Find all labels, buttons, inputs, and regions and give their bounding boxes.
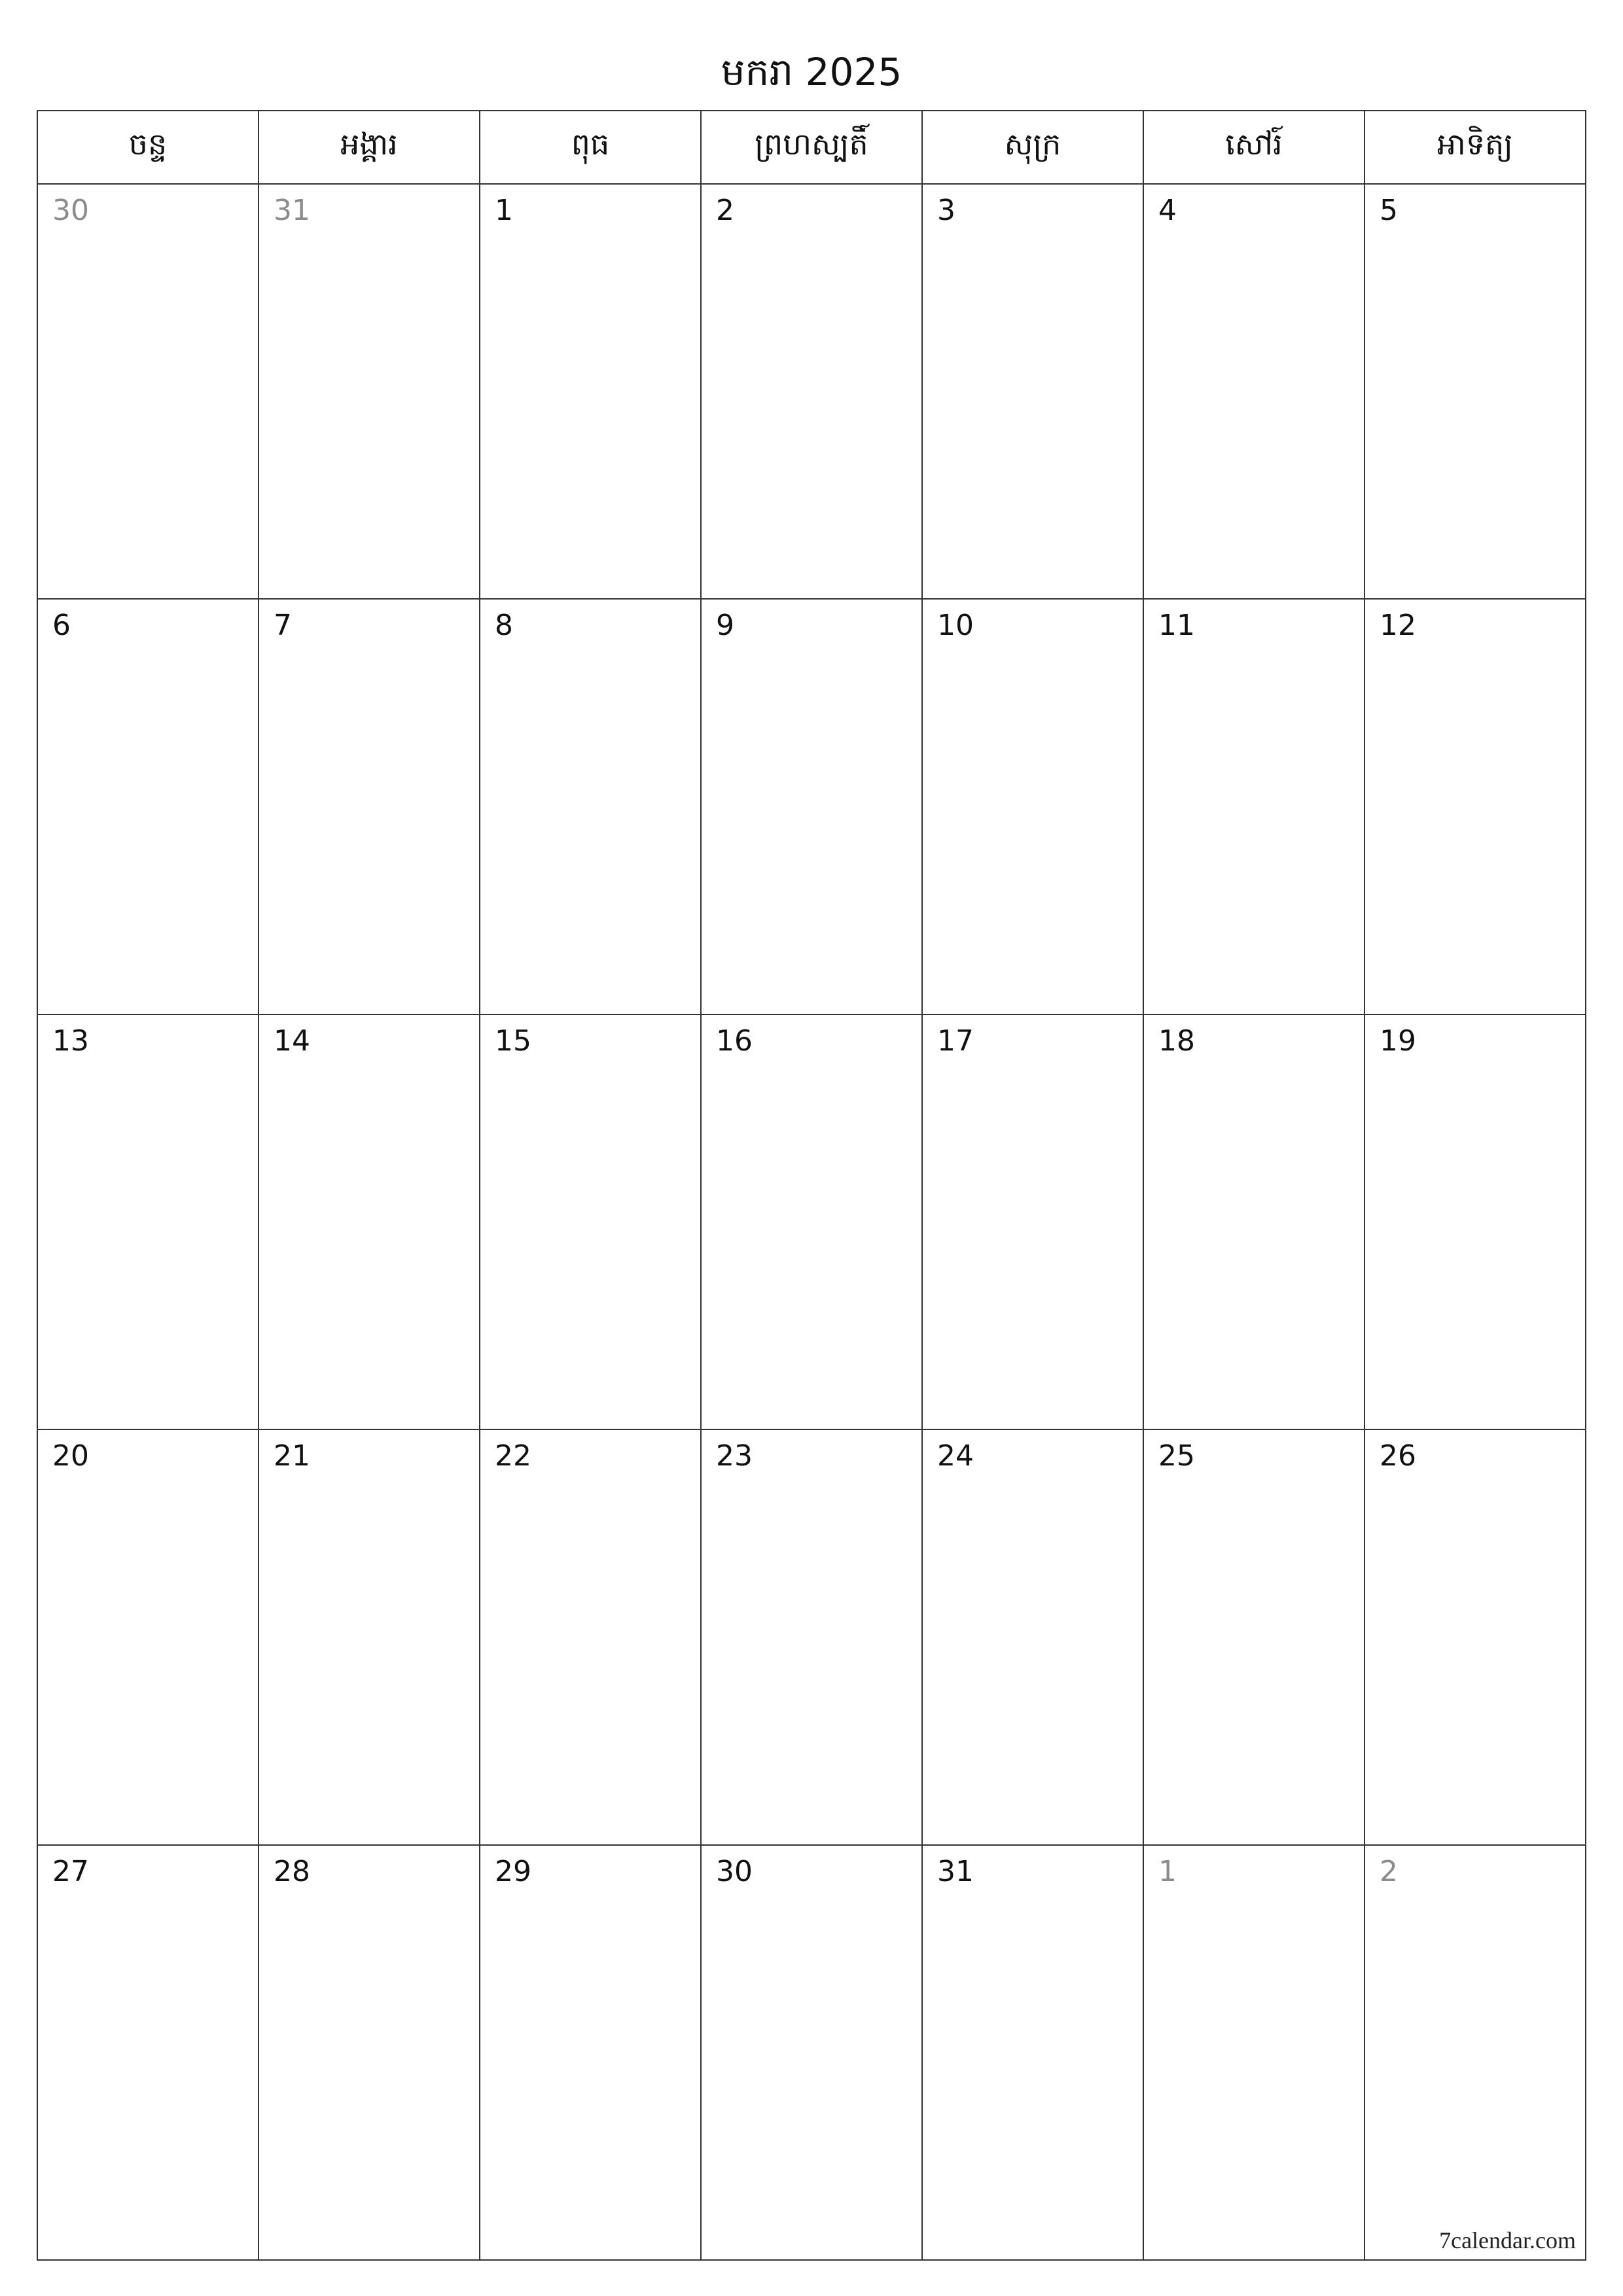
day-cell: [1144, 600, 1365, 1014]
day-number: 15: [495, 1024, 531, 1058]
day-number: 13: [52, 1024, 89, 1058]
day-cell: [259, 1015, 480, 1430]
day-cell: [923, 1846, 1144, 2261]
day-cell: [38, 1430, 259, 1845]
day-cell: [38, 600, 259, 1014]
day-number: 25: [1158, 1439, 1195, 1473]
day-cell: [480, 600, 702, 1014]
day-number: 30: [716, 1854, 753, 1888]
day-cell: [38, 185, 259, 600]
day-number: 3: [937, 194, 955, 227]
day-number: 21: [274, 1439, 310, 1473]
weekday-header-tuesday: អង្គារ: [259, 111, 480, 185]
weekday-header-sunday: អាទិត្យ: [1365, 111, 1586, 185]
day-number: 23: [716, 1439, 753, 1473]
day-number: 8: [495, 609, 513, 643]
day-number: 30: [52, 194, 89, 227]
weekday-header-friday: សុក្រ: [923, 111, 1144, 185]
day-cell: [1365, 185, 1586, 600]
day-cell: [480, 1015, 702, 1430]
day-number: 22: [495, 1439, 531, 1473]
day-cell: [923, 185, 1144, 600]
day-number: 4: [1158, 194, 1177, 227]
day-cell: [1365, 1430, 1586, 1845]
day-number: 19: [1380, 1024, 1416, 1058]
day-number: 27: [52, 1854, 89, 1888]
day-number: 26: [1380, 1439, 1416, 1473]
day-number: 28: [274, 1854, 310, 1888]
day-cell: [702, 1015, 923, 1430]
day-cell: [1144, 1015, 1365, 1430]
day-cell: [1144, 1430, 1365, 1845]
day-number: 31: [274, 194, 310, 227]
calendar-title: មករា 2025: [721, 50, 902, 94]
day-number: 5: [1380, 194, 1398, 227]
watermark-text: 7calendar.com: [1439, 2227, 1576, 2253]
day-cell: [259, 185, 480, 600]
day-cell: [702, 600, 923, 1014]
day-number: 9: [716, 609, 734, 643]
day-number: 24: [937, 1439, 974, 1473]
day-number: 2: [1380, 1854, 1398, 1888]
day-number: 1: [1158, 1854, 1177, 1888]
day-number: 16: [716, 1024, 753, 1058]
day-number: 31: [937, 1854, 974, 1888]
day-number: 12: [1380, 609, 1416, 643]
day-number: 2: [716, 194, 734, 227]
day-cell: [259, 1430, 480, 1845]
day-cell: [1365, 1846, 1586, 2261]
day-cell: [923, 600, 1144, 1014]
day-number: 20: [52, 1439, 89, 1473]
day-cell: [702, 185, 923, 600]
day-cell: [259, 1846, 480, 2261]
day-cell: [1365, 1015, 1586, 1430]
day-cell: [480, 1846, 702, 2261]
day-cell: [923, 1015, 1144, 1430]
day-number: 18: [1158, 1024, 1195, 1058]
weekday-header-wednesday: ពុធ: [480, 111, 702, 185]
day-cell: [38, 1846, 259, 2261]
day-number: 17: [937, 1024, 974, 1058]
day-number: 7: [274, 609, 292, 643]
day-cell: [38, 1015, 259, 1430]
day-cell: [259, 600, 480, 1014]
weekday-header-thursday: ព្រហស្បតិ៍: [702, 111, 923, 185]
day-cell: [480, 185, 702, 600]
day-number: 1: [495, 194, 513, 227]
weekday-header-saturday: សៅរ៍: [1144, 111, 1365, 185]
day-number: 10: [937, 609, 974, 643]
day-number: 29: [495, 1854, 531, 1888]
day-cell: [923, 1430, 1144, 1845]
day-cell: [480, 1430, 702, 1845]
day-cell: [1144, 185, 1365, 600]
day-cell: [702, 1846, 923, 2261]
day-cell: [1144, 1846, 1365, 2261]
calendar-grid: [37, 110, 1586, 2261]
day-number: 6: [52, 609, 71, 643]
day-cell: [1365, 600, 1586, 1014]
day-cell: [702, 1430, 923, 1845]
day-number: 11: [1158, 609, 1195, 643]
weekday-header-monday: ចន្ទ: [38, 111, 259, 185]
day-number: 14: [274, 1024, 310, 1058]
